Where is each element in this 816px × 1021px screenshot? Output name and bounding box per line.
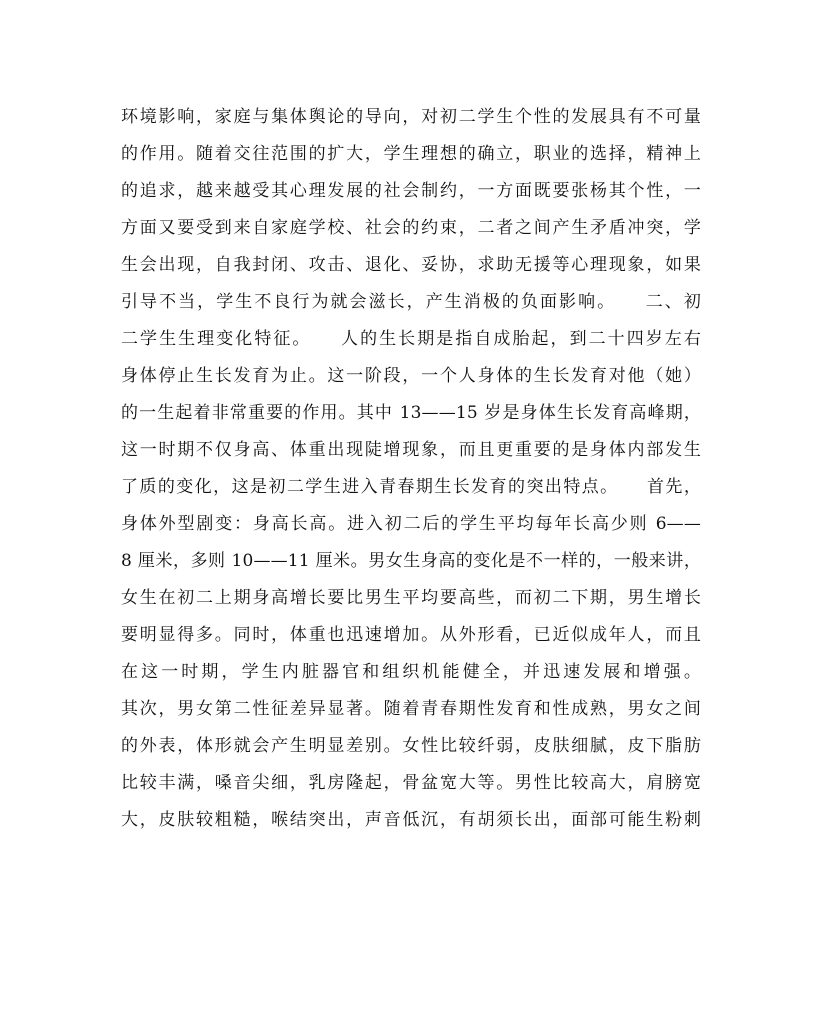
text-line: 要明显得多。同时，体重也迅速增加。从外形看，已近似成年人，而且: [121, 625, 701, 645]
text-line: 的一生起着非常重要的作用。其中 13——15 岁是身体生长发育高峰期，: [121, 403, 701, 423]
text-line: 生会出现，自我封闭、攻击、退化、妥协，求助无援等心理现象，如果: [121, 255, 701, 275]
text-line: 在这一时期，学生内脏器官和组织机能健全，并迅速发展和增强。: [121, 662, 701, 682]
text-line: 8 厘米，多则 10——11 厘米。男女生身高的变化是不一样的，一般来讲，: [121, 551, 701, 571]
text-line: 了质的变化，这是初二学生进入青春期生长发育的突出特点。 首先，: [121, 477, 701, 497]
text-line: 身体外型剧变：身高长高。进入初二后的学生平均每年长高少则 6——: [121, 514, 701, 534]
text-line: 环境影响，家庭与集体舆论的导向，对初二学生个性的发展具有不可量: [121, 107, 701, 127]
text-line: 这一时期不仅身高、体重出现陡增现象，而且更重要的是身体内部发生: [121, 440, 701, 460]
text-line: 的作用。随着交往范围的扩大，学生理想的确立，职业的选择，精神上: [121, 144, 701, 164]
text-line: 方面又要受到来自家庭学校、社会的约束，二者之间产生矛盾冲突，学: [121, 218, 701, 238]
text-line: 的外表，体形就会产生明显差别。女性比较纤弱，皮肤细腻，皮下脂肪: [121, 736, 701, 756]
text-line: 大，皮肤较粗糙，喉结突出，声音低沉，有胡须长出，面部可能生粉刺: [121, 810, 701, 830]
text-line: 二学生生理变化特征。 人的生长期是指自成胎起，到二十四岁左右: [121, 329, 701, 349]
text-line: 身体停止生长发育为止。这一阶段，一个人身体的生长发育对他（她）: [121, 366, 701, 386]
text-line: 比较丰满，嗓音尖细，乳房隆起，骨盆宽大等。男性比较高大，肩膀宽: [121, 773, 701, 793]
body-text: [121, 99, 701, 839]
text-line: 女生在初二上期身高增长要比男生平均要高些，而初二下期，男生增长: [121, 588, 701, 608]
text-line: 引导不当，学生不良行为就会滋长，产生消极的负面影响。 二、初: [121, 292, 701, 312]
text-line: 的追求，越来越受其心理发展的社会制约，一方面既要张杨其个性，一: [121, 181, 701, 201]
text-line: 其次，男女第二性征差异显著。随着青春期性发育和性成熟，男女之间: [121, 699, 701, 719]
